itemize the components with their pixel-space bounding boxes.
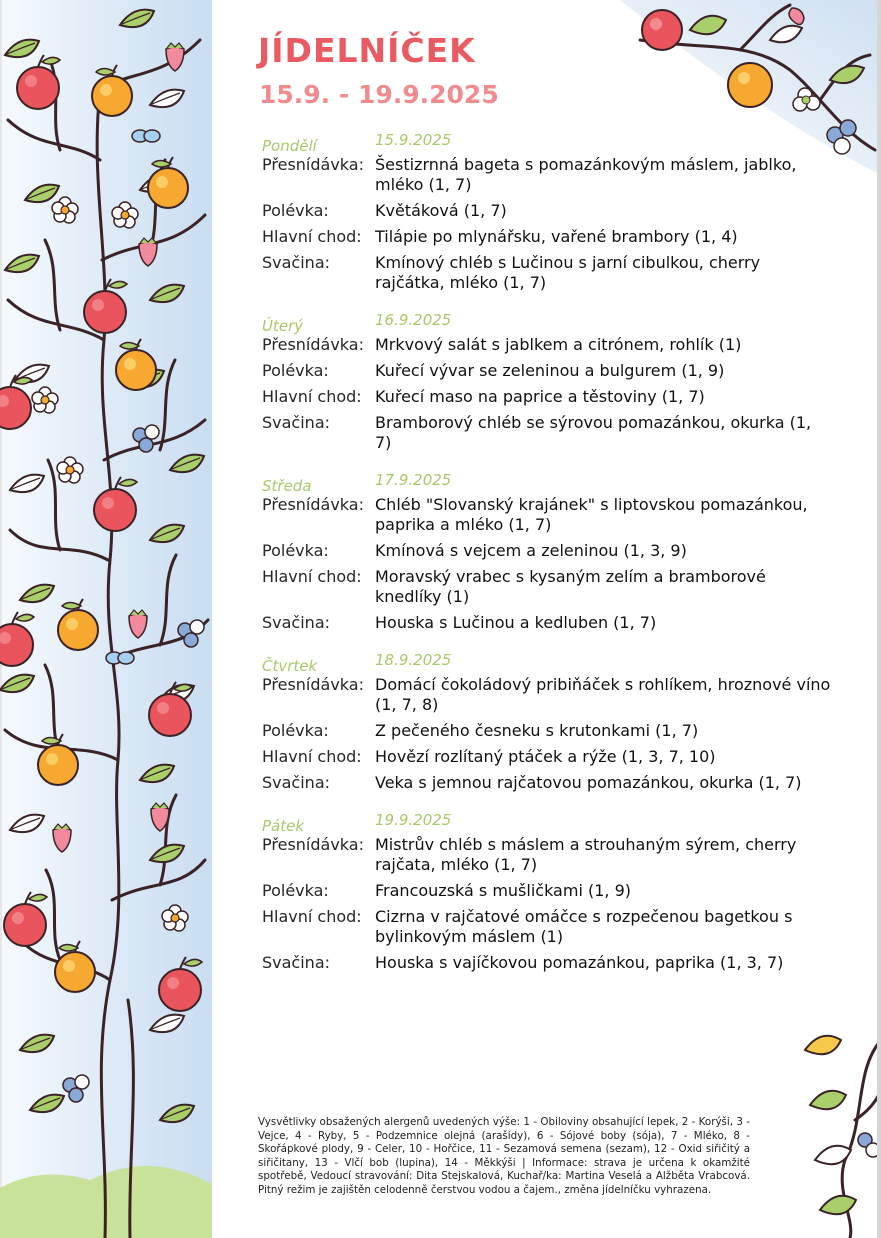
day-date: 19.9.2025 bbox=[375, 811, 452, 829]
meal-value: Houska s vajíčkovou pomazánkou, paprika (1, 3, 7) bbox=[375, 953, 784, 972]
meal-value: Šestizrnná bageta s pomazánkovým máslem, jablko, mléko (1, 7) bbox=[375, 155, 797, 194]
meal-label: Přesnídávka: bbox=[262, 495, 364, 514]
meal-row bbox=[262, 773, 832, 793]
meal-value: Z pečeného česneku s krutonkami (1, 7) bbox=[375, 721, 699, 740]
meal-row bbox=[262, 227, 832, 247]
meal-label: Přesnídávka: bbox=[262, 675, 364, 694]
day-date: 15.9.2025 bbox=[375, 131, 452, 149]
meal-row bbox=[262, 721, 832, 741]
meal-value: Tilápie po mlynářsku, vařené brambory (1, 4) bbox=[375, 227, 738, 246]
page-edge bbox=[877, 0, 881, 1238]
meal-label: Hlavní chod: bbox=[262, 567, 362, 586]
meal-value: Moravský vrabec s kysaným zelím a bramborové knedlíky (1) bbox=[375, 567, 766, 606]
day-name: Úterý bbox=[262, 317, 304, 335]
day-monday bbox=[262, 131, 832, 293]
meal-value: Mrkvový salát s jablkem a citrónem, rohlík (1) bbox=[375, 335, 742, 354]
meal-value: Kmínová s vejcem a zeleninou (1, 3, 9) bbox=[375, 541, 687, 560]
day-name: Středa bbox=[262, 477, 312, 495]
meal-label: Polévka: bbox=[262, 201, 329, 220]
meal-row bbox=[262, 613, 832, 633]
day-tuesday bbox=[262, 311, 832, 453]
meal-row bbox=[262, 201, 832, 221]
meal-label: Hlavní chod: bbox=[262, 387, 362, 406]
meal-value: Cizrna v rajčatové omáčce s rozpečenou bagetkou s bylinkovým máslem (1) bbox=[375, 907, 793, 946]
meal-label: Svačina: bbox=[262, 953, 331, 972]
meal-row bbox=[262, 335, 832, 355]
meal-row bbox=[262, 413, 832, 453]
day-date: 16.9.2025 bbox=[375, 311, 452, 329]
apple-tree-illustration bbox=[0, 0, 212, 1238]
day-date: 17.9.2025 bbox=[375, 471, 452, 489]
meal-row bbox=[262, 835, 832, 875]
meal-label: Polévka: bbox=[262, 541, 329, 560]
meal-label: Přesnídávka: bbox=[262, 335, 364, 354]
meal-value: Chléb "Slovanský krajánek" s liptovskou pomazánkou, paprika a mléko (1, 7) bbox=[375, 495, 808, 534]
meal-label: Svačina: bbox=[262, 413, 331, 432]
day-name: Pondělí bbox=[262, 137, 317, 155]
meal-label: Polévka: bbox=[262, 881, 329, 900]
meal-label: Svačina: bbox=[262, 773, 331, 792]
meal-label: Hlavní chod: bbox=[262, 227, 362, 246]
meal-value: Kmínový chléb s Lučinou s jarní cibulkou, cherry rajčátka, mléko (1, 7) bbox=[375, 253, 761, 292]
weekly-menu bbox=[262, 131, 832, 991]
meal-row bbox=[262, 881, 832, 901]
meal-row bbox=[262, 675, 832, 715]
meal-row bbox=[262, 495, 832, 535]
meal-label: Hlavní chod: bbox=[262, 907, 362, 926]
meal-value: Květáková (1, 7) bbox=[375, 201, 507, 220]
meal-value: Veka s jemnou rajčatovou pomazánkou, okurka (1, 7) bbox=[375, 773, 802, 792]
day-date: 18.9.2025 bbox=[375, 651, 452, 669]
meal-row bbox=[262, 907, 832, 947]
meal-value: Hovězí rozlítaný ptáček a rýže (1, 3, 7, 10) bbox=[375, 747, 716, 766]
meal-row bbox=[262, 253, 832, 293]
meal-value: Kuřecí vývar se zeleninou a bulgurem (1, 9) bbox=[375, 361, 725, 380]
meal-row bbox=[262, 387, 832, 407]
meal-label: Svačina: bbox=[262, 613, 331, 632]
date-range: 15.9. - 19.9.2025 bbox=[259, 80, 499, 109]
meal-label: Přesnídávka: bbox=[262, 835, 364, 854]
meal-value: Domácí čokoládový pribiňáček s rohlíkem, hroznové víno (1, 7, 8) bbox=[375, 675, 831, 714]
meal-row bbox=[262, 567, 832, 607]
day-friday bbox=[262, 811, 832, 973]
meal-label: Svačina: bbox=[262, 253, 331, 272]
meal-label: Polévka: bbox=[262, 361, 329, 380]
day-name: Čtvrtek bbox=[262, 657, 318, 675]
meal-label: Polévka: bbox=[262, 721, 329, 740]
meal-value: Bramborový chléb se sýrovou pomazánkou, okurka (1, 7) bbox=[375, 413, 812, 452]
meal-value: Francouzská s mušličkami (1, 9) bbox=[375, 881, 631, 900]
meal-label: Přesnídávka: bbox=[262, 155, 364, 174]
meal-label: Hlavní chod: bbox=[262, 747, 362, 766]
day-thursday bbox=[262, 651, 832, 793]
meal-value: Houska s Lučinou a kedluben (1, 7) bbox=[375, 613, 657, 632]
corner-leaf-illustration bbox=[795, 1010, 881, 1238]
day-wednesday bbox=[262, 471, 832, 633]
meal-row bbox=[262, 361, 832, 381]
meal-value: Mistrův chléb s máslem a strouhaným sýrem, cherry rajčata, mléko (1, 7) bbox=[375, 835, 797, 874]
page-title: JÍDELNÍČEK bbox=[258, 31, 476, 70]
meal-row bbox=[262, 541, 832, 561]
meal-value: Kuřecí maso na paprice a těstoviny (1, 7) bbox=[375, 387, 705, 406]
allergen-footnote: Vysvětlivky obsažených alergenů uvedených výše: 1 - Obiloviny obsahující lepek, 2 - Korýši, 3 - Vejce, 4 - Ryby, 5 - Podzemnice olejná (arašídy), 6 - Sójové boby (sója), 7 - Mléko, 8 - Skořápkové plody, 9 - Celer, 10 - Hořčice, 11 - Sezamová semena (sezam), 12 - Oxid siřičitý a siřičitany, 13 - Vlčí bob (lupina), 14 - Měkkýši | Informace: strava je určena k okamžité spotřebě, Vedoucí stravování: Dita Stejskalová, Kuchař/ka: Martina Veselá a Alžběta Vrabcová. Pitný režim je zajištěn celodenně čerstvou vodou a čajem., změna jídelníčku vyhrazena. bbox=[258, 1116, 750, 1196]
meal-row bbox=[262, 953, 832, 973]
meal-row bbox=[262, 155, 832, 195]
meal-row bbox=[262, 747, 832, 767]
day-name: Pátek bbox=[262, 817, 305, 835]
